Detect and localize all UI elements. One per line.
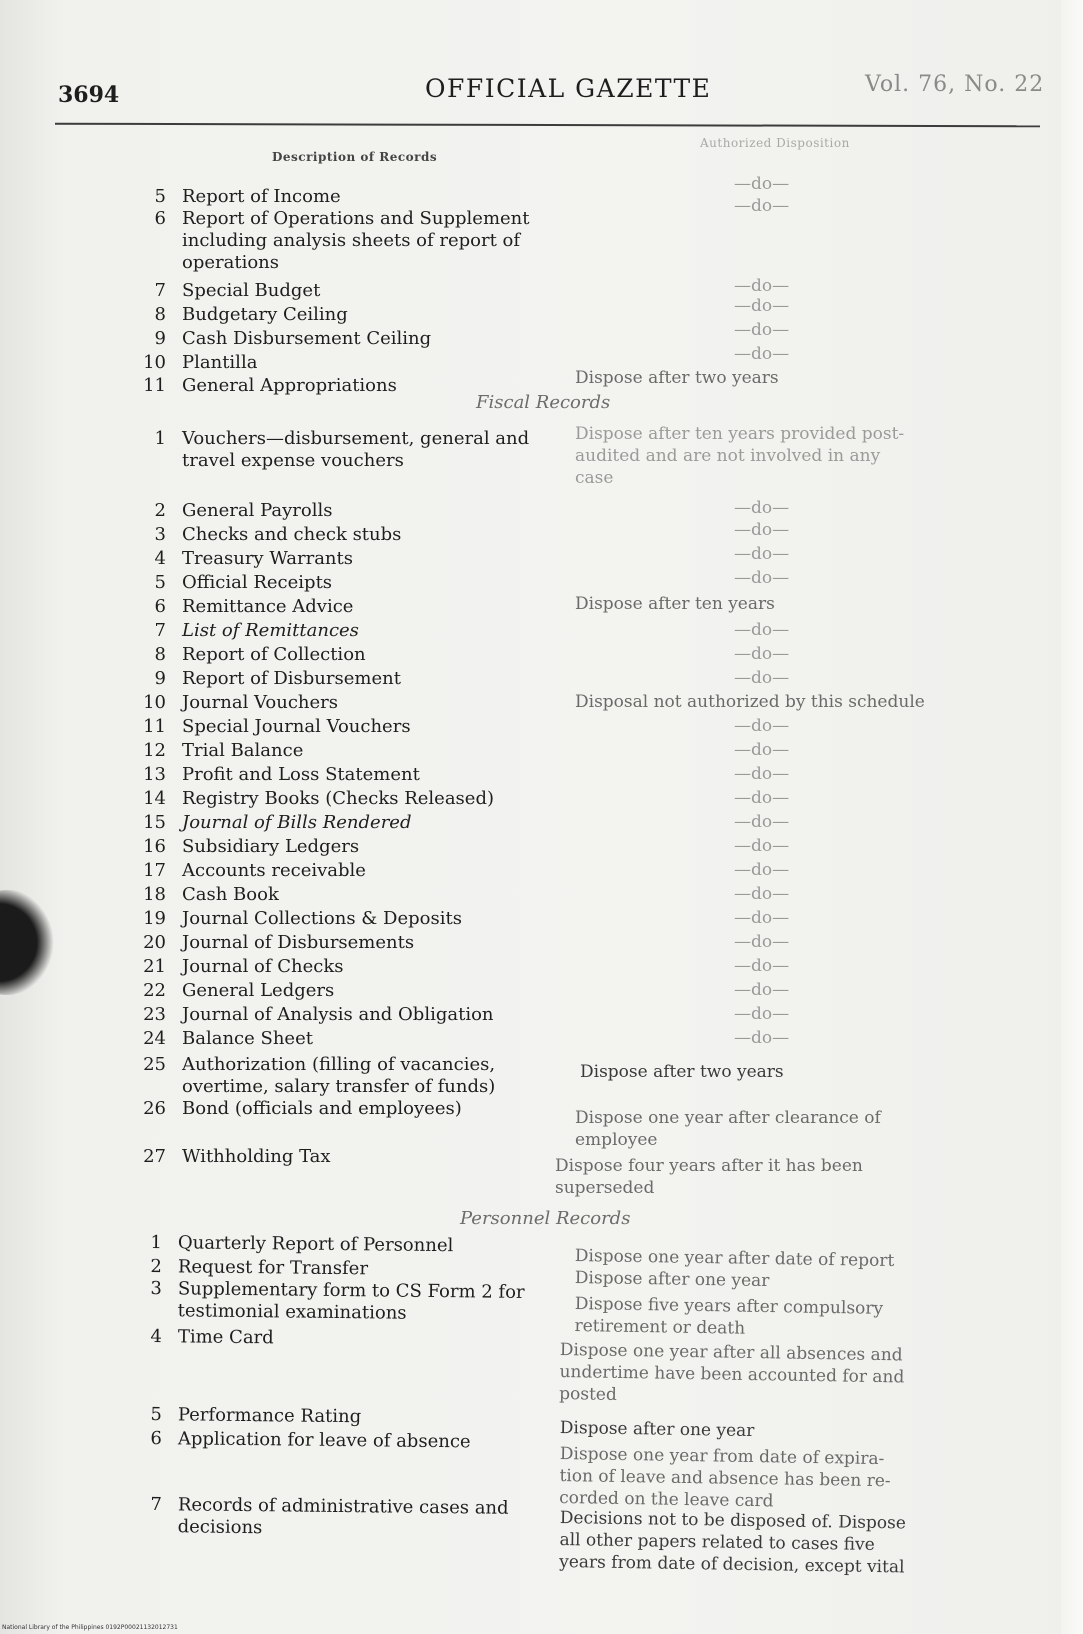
record-number: 2 (150, 1256, 163, 1278)
disposition-text: Dispose after two years (575, 368, 779, 388)
disposition-text: case (575, 468, 614, 488)
record-number: 12 (143, 740, 166, 761)
record-number: 26 (143, 1098, 166, 1119)
disposition-text: —do— (734, 884, 790, 904)
record-number: 8 (154, 644, 166, 665)
disposition-text: —do— (734, 644, 790, 664)
record-description: Quarterly Report of Personnel (177, 1232, 454, 1257)
disposition-text: Dispose after two years (580, 1062, 784, 1082)
record-description: List of Remittances (182, 620, 359, 641)
disposition-text: —do— (734, 932, 790, 952)
record-number: 14 (143, 788, 166, 809)
record-description: Balance Sheet (182, 1028, 313, 1049)
disposition-text: —do— (734, 1004, 790, 1024)
record-description: Withholding Tax (182, 1146, 331, 1167)
disposition-text: Dispose one year after date of report (574, 1246, 895, 1272)
record-number: 7 (150, 1494, 163, 1516)
record-description: Authorization (filling of vacancies, (182, 1054, 496, 1075)
record-description: Journal of Checks (182, 956, 344, 977)
disposition-text: —do— (734, 498, 790, 518)
record-description: testimonial examinations (177, 1300, 407, 1324)
record-description: Cash Book (182, 884, 279, 905)
disposition-text: years from date of decision, except vital (559, 1551, 905, 1578)
record-description: Special Budget (182, 280, 321, 301)
disposition-text: —do— (734, 836, 790, 856)
record-description: Trial Balance (182, 740, 304, 761)
record-number: 18 (143, 884, 166, 905)
record-number: 7 (154, 620, 166, 641)
record-description: Subsidiary Ledgers (182, 836, 360, 857)
record-number: 2 (154, 500, 166, 521)
disposition-text: retirement or death (574, 1315, 746, 1339)
publication-title: OFFICIAL GAZETTE (425, 74, 712, 103)
header-rule (55, 123, 1040, 128)
record-number: 6 (154, 208, 166, 229)
record-description: including analysis sheets of report of (182, 230, 521, 251)
record-description: Official Receipts (182, 572, 333, 593)
record-description: Report of Disbursement (182, 668, 401, 689)
record-number: 25 (143, 1054, 166, 1075)
disposition-text: Dispose after one year (559, 1418, 755, 1442)
record-number: 21 (143, 956, 166, 977)
record-number: 9 (154, 328, 166, 349)
record-number: 24 (143, 1028, 166, 1049)
record-description: Journal of Bills Rendered (182, 812, 412, 833)
record-description: Accounts receivable (182, 860, 366, 881)
record-description: Application for leave of absence (177, 1428, 471, 1453)
record-description: Report of Income (182, 186, 341, 207)
record-description: Budgetary Ceiling (182, 304, 348, 325)
record-description: decisions (177, 1516, 263, 1539)
record-number: 1 (154, 428, 166, 449)
disposition-text: Dispose one year after all absences and (559, 1340, 903, 1366)
record-number: 16 (143, 836, 166, 857)
record-number: 9 (154, 668, 166, 689)
record-description: Bond (officials and employees) (182, 1098, 462, 1119)
disposition-text: —do— (734, 716, 790, 736)
record-description: Time Card (177, 1326, 274, 1349)
disposition-text: —do— (734, 276, 790, 296)
record-number: 4 (154, 548, 166, 569)
record-number: 6 (154, 596, 166, 617)
disposition-text: —do— (734, 1028, 790, 1048)
record-description: Cash Disbursement Ceiling (182, 328, 432, 349)
column-heading-disposition: Authorized Disposition (700, 136, 850, 150)
disposition-text: —do— (734, 788, 790, 808)
record-number: 7 (154, 280, 166, 301)
record-number: 5 (154, 186, 166, 207)
disposition-text: —do— (734, 174, 790, 194)
record-number: 6 (150, 1428, 163, 1450)
record-number: 1 (150, 1232, 163, 1254)
record-description: Report of Collection (182, 644, 366, 665)
record-number: 3 (150, 1278, 163, 1300)
record-description: Supplementary form to CS Form 2 for (177, 1278, 525, 1303)
record-description: General Ledgers (182, 980, 335, 1001)
disposition-text: corded on the leave card (559, 1487, 774, 1512)
record-description: Journal Collections & Deposits (182, 908, 462, 929)
disposition-text: —do— (734, 568, 790, 588)
record-description: Plantilla (182, 352, 258, 373)
column-heading-description: Description of Records (272, 150, 438, 164)
record-description: Special Journal Vouchers (182, 716, 411, 737)
disposition-text: —do— (734, 956, 790, 976)
disposition-text: —do— (734, 196, 790, 216)
disposition-text: Dispose after one year (574, 1268, 770, 1292)
record-description: Request for Transfer (177, 1256, 369, 1280)
record-description: Records of administrative cases and (177, 1494, 509, 1519)
record-description: Performance Rating (177, 1404, 362, 1428)
record-description: Remittance Advice (182, 596, 354, 617)
record-number: 20 (143, 932, 166, 953)
disposition-text: —do— (734, 908, 790, 928)
disposition-text: superseded (555, 1178, 655, 1198)
record-number: 19 (143, 908, 166, 929)
disposition-text: —do— (734, 812, 790, 832)
record-description: overtime, salary transfer of funds) (182, 1076, 496, 1097)
section-heading-personnel: Personnel Records (460, 1208, 631, 1229)
disposition-text: Dispose one year after clearance of (575, 1108, 881, 1128)
record-number: 23 (143, 1004, 166, 1025)
disposition-text: Disposal not authorized by this schedule (575, 692, 925, 712)
page-edge (1061, 0, 1083, 1634)
disposition-text: Dispose after ten years (575, 594, 775, 614)
record-description: Journal Vouchers (182, 692, 338, 713)
record-number: 4 (150, 1326, 163, 1348)
thumb-shadow (0, 890, 55, 995)
record-description: Report of Operations and Supplement (182, 208, 530, 229)
disposition-text: —do— (734, 764, 790, 784)
record-number: 5 (154, 572, 166, 593)
volume-issue: Vol. 76, No. 22 (865, 72, 1045, 97)
disposition-text: —do— (734, 296, 790, 316)
record-description: travel expense vouchers (182, 450, 404, 471)
record-number: 13 (143, 764, 166, 785)
record-description: Checks and check stubs (182, 524, 402, 545)
disposition-text: Dispose one year from date of expira- (559, 1444, 885, 1470)
disposition-text: —do— (734, 520, 790, 540)
disposition-text: —do— (734, 320, 790, 340)
record-number: 5 (150, 1404, 163, 1426)
record-description: Journal of Analysis and Obligation (182, 1004, 494, 1025)
disposition-text: all other papers related to cases five (559, 1529, 875, 1555)
disposition-text: —do— (734, 740, 790, 760)
disposition-text: Dispose after ten years provided post- (575, 424, 905, 444)
record-number: 10 (143, 692, 166, 713)
disposition-text: undertime have been accounted for and (559, 1361, 905, 1388)
scan-footer: National Library of the Philippines 0192P00021132012731 (2, 1624, 178, 1631)
disposition-text: —do— (734, 544, 790, 564)
disposition-text: tion of leave and absence has been re- (559, 1465, 891, 1492)
record-description: Registry Books (Checks Released) (182, 788, 494, 809)
record-number: 8 (154, 304, 166, 325)
disposition-text: posted (559, 1383, 617, 1405)
disposition-text: Dispose five years after compulsory (574, 1294, 884, 1319)
record-description: Vouchers—disbursement, general and (182, 428, 530, 449)
page-number: 3694 (58, 82, 120, 108)
disposition-text: —do— (734, 344, 790, 364)
disposition-text: employee (575, 1130, 658, 1150)
record-number: 27 (143, 1146, 166, 1167)
record-description: General Appropriations (182, 375, 397, 396)
disposition-text: —do— (734, 980, 790, 1000)
record-description: General Payrolls (182, 500, 333, 521)
record-number: 10 (143, 352, 166, 373)
disposition-text: —do— (734, 860, 790, 880)
record-description: Treasury Warrants (182, 548, 353, 569)
record-number: 11 (143, 375, 166, 396)
record-description: Profit and Loss Statement (182, 764, 420, 785)
record-description: operations (182, 252, 280, 273)
disposition-text: Dispose four years after it has been (555, 1156, 863, 1176)
disposition-text: —do— (734, 620, 790, 640)
record-number: 3 (154, 524, 166, 545)
record-number: 17 (143, 860, 166, 881)
disposition-text: audited and are not involved in any (575, 446, 881, 466)
section-heading-fiscal: Fiscal Records (476, 392, 611, 413)
record-number: 22 (143, 980, 166, 1001)
disposition-text: —do— (734, 668, 790, 688)
record-description: Journal of Disbursements (182, 932, 415, 953)
record-number: 15 (143, 812, 166, 833)
record-number: 11 (143, 716, 166, 737)
disposition-text: Decisions not to be disposed of. Dispose (559, 1508, 907, 1534)
